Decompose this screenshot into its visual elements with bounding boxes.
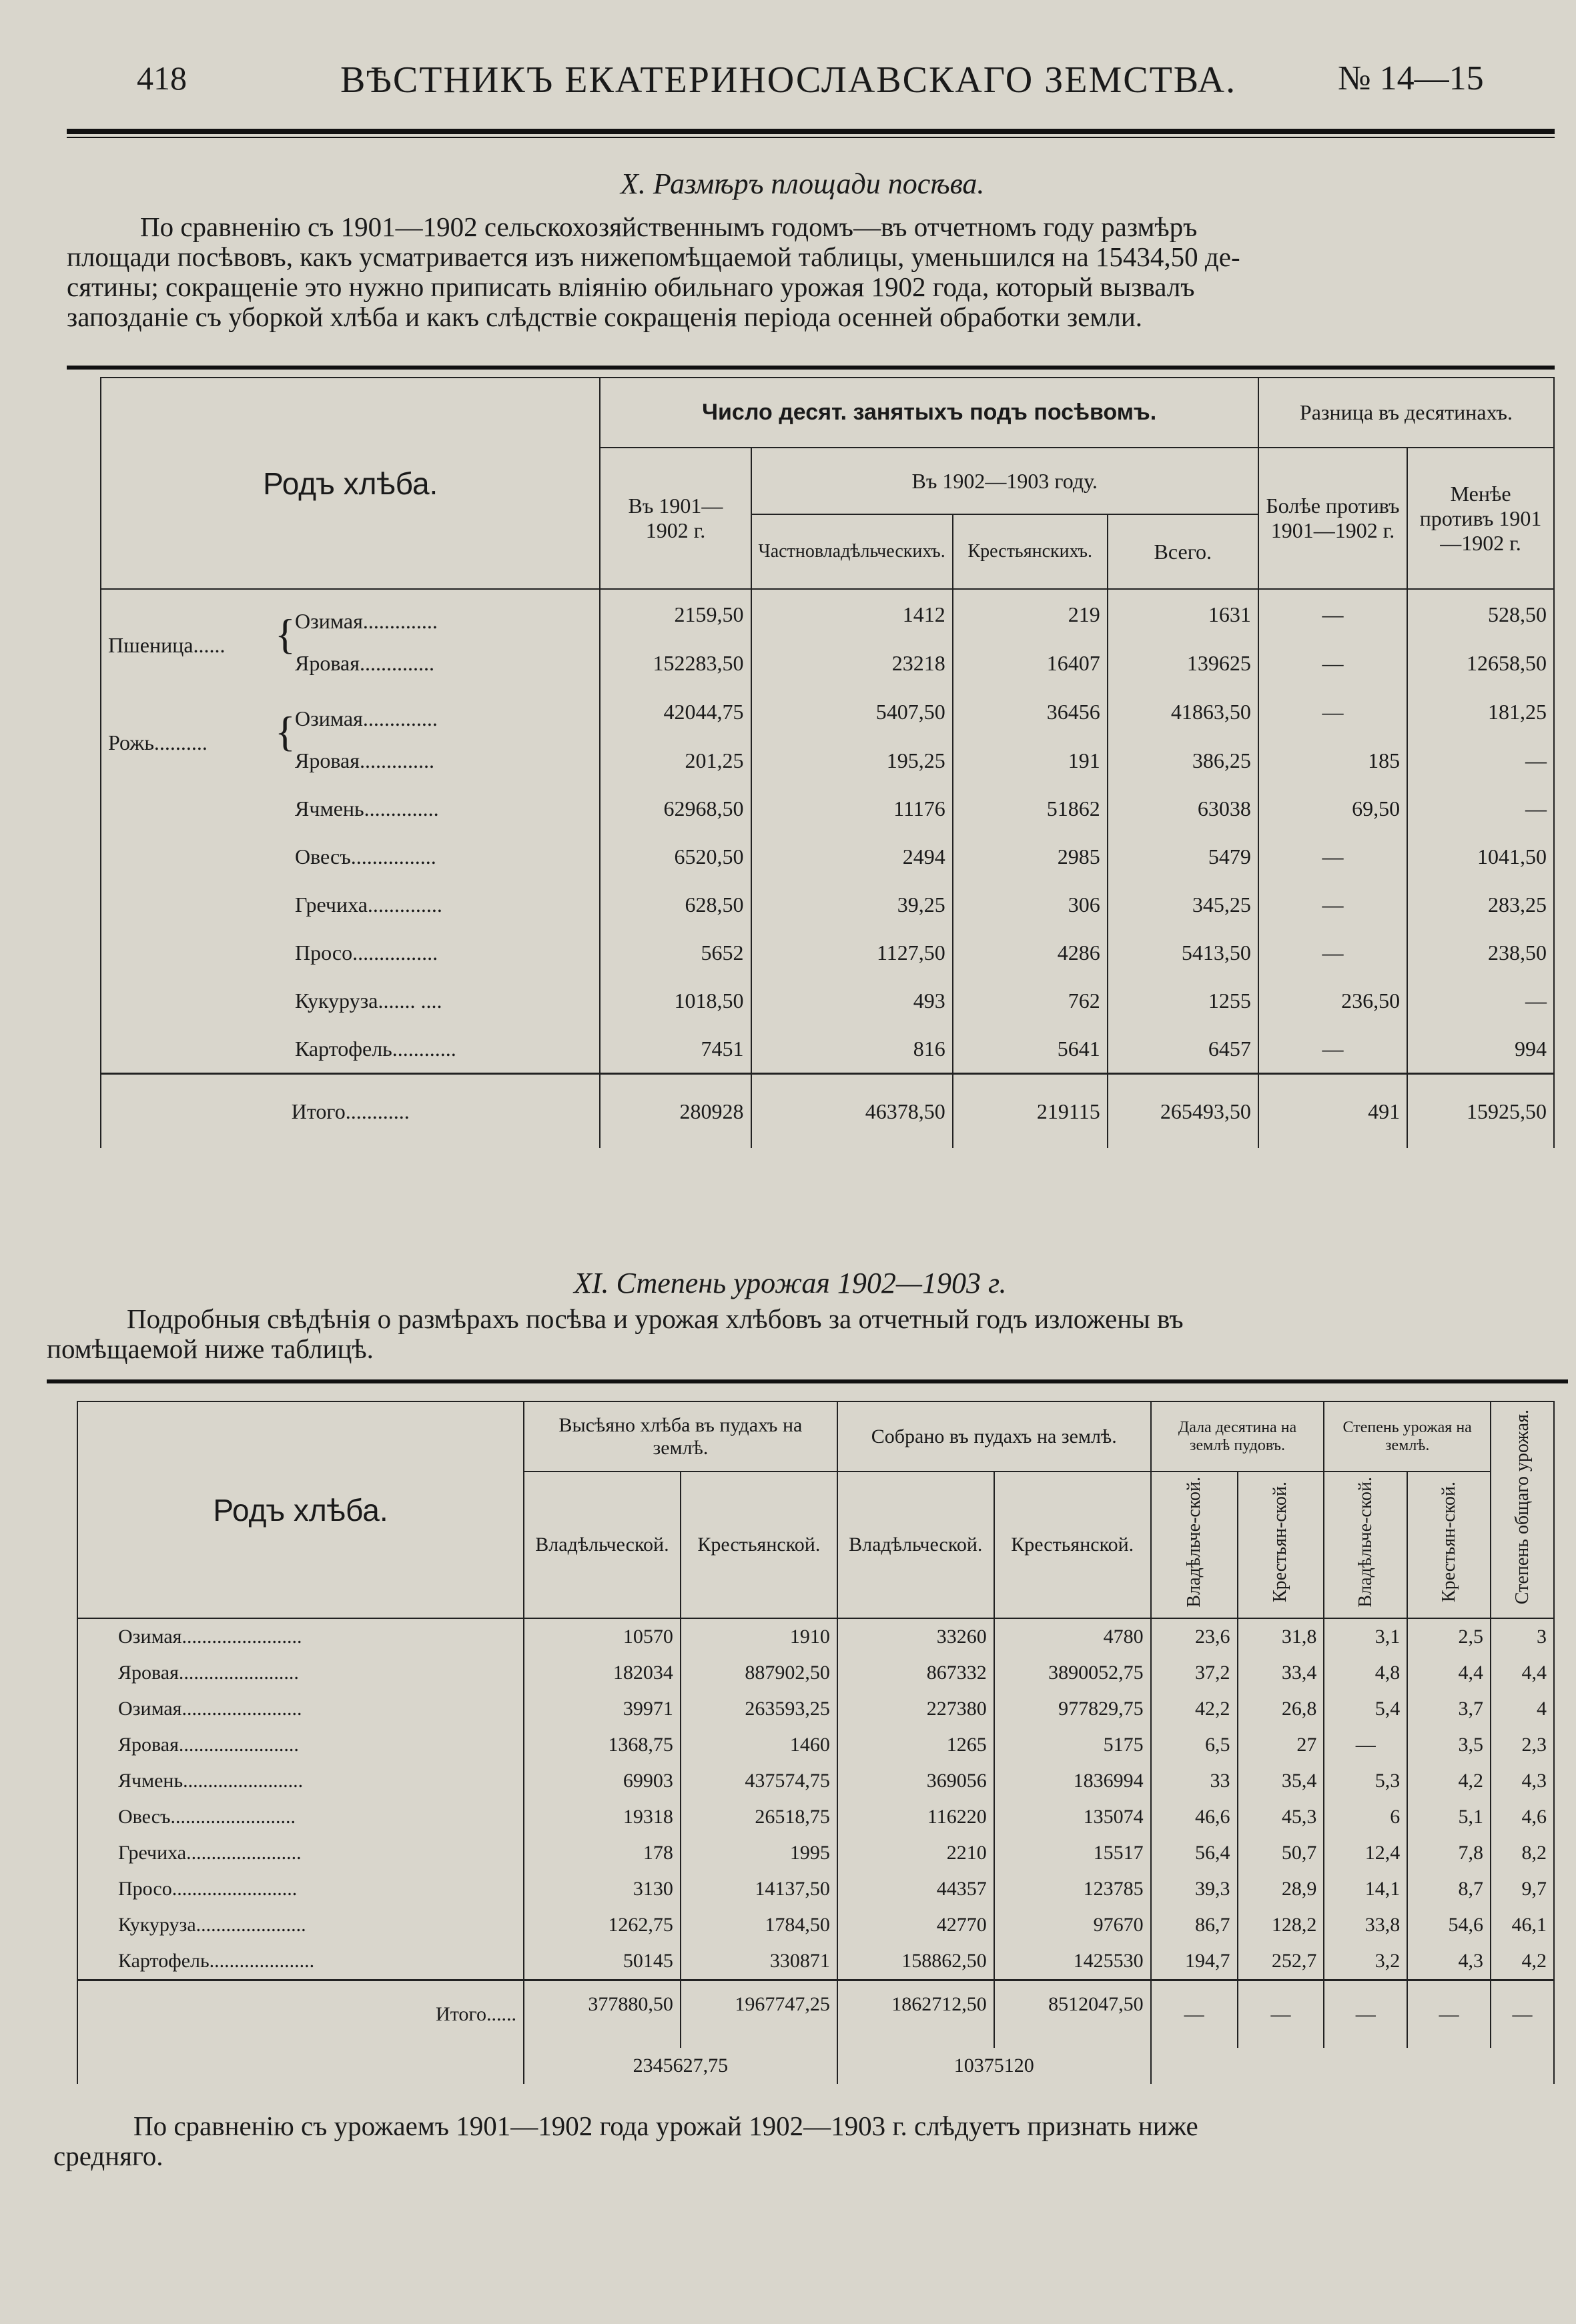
value-cell: 2494 [751, 832, 953, 881]
total-harvest-owner-cell [837, 1980, 994, 2049]
value-cell: 3890052,75 [994, 1655, 1151, 1691]
total-value-cell: 15925,50 [1407, 1074, 1554, 1149]
table-row [77, 1943, 1554, 1980]
value-cell: 19318 [524, 1799, 681, 1835]
value-cell: — [1407, 736, 1554, 784]
value-cell: 6,5 [1151, 1727, 1238, 1763]
crop-type-header: Родъ хлѣба. [77, 1401, 524, 1618]
page-number: 418 [137, 59, 187, 97]
value-cell: 4780 [994, 1618, 1151, 1655]
crop-name: Картофель..................... [118, 1950, 315, 1972]
value-cell: 139625 [1108, 639, 1258, 687]
value-cell: 5413,50 [1108, 929, 1258, 977]
value-cell: 135074 [994, 1799, 1151, 1835]
value-cell: 46,1 [1491, 1907, 1554, 1943]
table-2-top-rule [47, 1379, 1568, 1383]
sown-peasant-header: Крестьянской. [681, 1472, 837, 1618]
value-cell: 4,4 [1491, 1655, 1554, 1691]
yield-peasant-header [1238, 1472, 1324, 1618]
value-cell: 16407 [953, 639, 1108, 687]
value-cell: 116220 [837, 1799, 994, 1835]
value-cell: 33,8 [1324, 1907, 1407, 1943]
crop-name-cell [101, 929, 600, 977]
total-row [77, 1980, 1554, 2049]
value-cell: 9,7 [1491, 1871, 1554, 1907]
value-cell: 4,2 [1491, 1943, 1554, 1980]
total-sown-sum: 2345627,75 [524, 2048, 837, 2084]
crop-name-cell [101, 881, 600, 929]
crop-name-cell [101, 977, 600, 1025]
value-cell: 12658,50 [1407, 639, 1554, 687]
value-cell: 994 [1407, 1025, 1554, 1074]
value-cell: 6 [1324, 1799, 1407, 1835]
closing-paragraph [53, 2111, 1568, 2171]
value-cell: 1631 [1108, 589, 1258, 639]
value-cell: — [1258, 1025, 1407, 1074]
header-rule [67, 129, 1555, 134]
value-cell: 816 [751, 1025, 953, 1074]
value-cell: 887902,50 [681, 1655, 837, 1691]
sown-header: Высѣяно хлѣба въ пудахъ на землѣ. [524, 1401, 837, 1472]
value-cell: 306 [953, 881, 1108, 929]
crop-group-label: Пшеница...... [108, 633, 226, 657]
value-cell: 97670 [994, 1907, 1151, 1943]
value-cell: 194,7 [1151, 1943, 1238, 1980]
total-value: 377880,50 [588, 1993, 673, 2015]
value-cell: 51862 [953, 784, 1108, 832]
value-cell: 3 [1491, 1618, 1554, 1655]
harvest-table [77, 1401, 1555, 2084]
paragraph-line: сятины; сокращеніе это нужно приписать вліянію обильнаго урожая 1902 года, который вызвалъ [67, 271, 1195, 302]
value-cell: 39,25 [751, 881, 953, 929]
crop-name-cell [101, 687, 600, 755]
crop-name-cell [77, 1943, 524, 1980]
value-cell: 8,2 [1491, 1835, 1554, 1871]
crop-name: Овесъ......................... [118, 1806, 296, 1828]
table-row [77, 1727, 1554, 1763]
value-cell: 5479 [1108, 832, 1258, 881]
crop-name-cell [77, 1907, 524, 1943]
total-value-cell: — [1324, 1980, 1407, 2049]
table-row [101, 736, 1554, 784]
table-row [101, 977, 1554, 1025]
crop-name-cell [77, 1691, 524, 1727]
value-cell: 8,7 [1407, 1871, 1491, 1907]
total-sown-peasant-cell [681, 1980, 837, 2049]
value-cell: 345,25 [1108, 881, 1258, 929]
value-cell: 1127,50 [751, 929, 953, 977]
value-cell: 5175 [994, 1727, 1151, 1763]
degree-owner-header [1324, 1472, 1407, 1618]
value-cell: 5641 [953, 1025, 1108, 1074]
crop-name-cell [77, 1871, 524, 1907]
crop-name-cell [101, 832, 600, 881]
value-cell: 26,8 [1238, 1691, 1324, 1727]
value-cell: 6457 [1108, 1025, 1258, 1074]
value-cell: 27 [1238, 1727, 1324, 1763]
crop-name-cell [77, 1618, 524, 1655]
total-value-cell: 219115 [953, 1074, 1108, 1149]
harvest-peasant-header: Крестьянской. [994, 1472, 1151, 1618]
value-cell: 5407,50 [751, 687, 953, 736]
value-cell: — [1258, 881, 1407, 929]
value-cell: 191 [953, 736, 1108, 784]
header-rule-thin [67, 137, 1555, 138]
total-harvest-peasant-cell [994, 1980, 1151, 2049]
paragraph-line: площади посѣвовъ, какъ усматривается изъ нижепомѣщаемой таблицы, уменьшился на 15434,50 де- [67, 241, 1240, 272]
value-cell: 977829,75 [994, 1691, 1151, 1727]
value-cell: 63038 [1108, 784, 1258, 832]
total-value-cell: 46378,50 [751, 1074, 953, 1149]
total-value: 1967747,25 [735, 1993, 830, 2015]
crop-name: Просо................ [295, 940, 438, 965]
table-row [77, 1763, 1554, 1799]
value-cell: 3,1 [1324, 1618, 1407, 1655]
general-degree-header [1491, 1401, 1554, 1618]
total-value-cell: — [1151, 1980, 1238, 2049]
total-sown-owner-cell [524, 1980, 681, 2049]
value-cell: 369056 [837, 1763, 994, 1799]
value-cell: 1836994 [994, 1763, 1151, 1799]
total-value-cell: 491 [1258, 1074, 1407, 1149]
total-value-cell: 265493,50 [1108, 1074, 1258, 1149]
value-cell: — [1258, 687, 1407, 736]
total-value-cell: — [1491, 1980, 1554, 2049]
value-cell: — [1258, 832, 1407, 881]
table-row [77, 1835, 1554, 1871]
table-1-body [101, 589, 1554, 1148]
value-cell: 10570 [524, 1618, 681, 1655]
table-1-top-rule [67, 366, 1555, 370]
private-header: Частновладѣльческихъ. [751, 514, 953, 589]
value-cell: 227380 [837, 1691, 994, 1727]
value-cell: 5,1 [1407, 1799, 1491, 1835]
total-header: Всего. [1108, 514, 1258, 589]
total-harvest-sum: 10375120 [837, 2048, 1151, 2084]
value-cell: 4,3 [1491, 1763, 1554, 1799]
section-11-paragraph [47, 1304, 1568, 1364]
value-cell: 37,2 [1151, 1655, 1238, 1691]
value-cell: 3,2 [1324, 1943, 1407, 1980]
peasant-header: Крестьянскихъ. [953, 514, 1108, 589]
total-label: Итого............ [291, 1099, 410, 1123]
value-cell: 33,4 [1238, 1655, 1324, 1691]
value-cell: 1784,50 [681, 1907, 837, 1943]
value-cell: 39971 [524, 1691, 681, 1727]
value-cell: 33260 [837, 1618, 994, 1655]
value-cell: 45,3 [1238, 1799, 1324, 1835]
sum-spacer [77, 2048, 524, 2084]
value-cell: 238,50 [1407, 929, 1554, 977]
value-cell: 252,7 [1238, 1943, 1324, 1980]
value-cell: 330871 [681, 1943, 837, 1980]
value-cell: 86,7 [1151, 1907, 1238, 1943]
value-cell: 528,50 [1407, 589, 1554, 639]
value-cell: 7,8 [1407, 1835, 1491, 1871]
crop-name: Ячмень........................ [118, 1770, 304, 1792]
table-row [101, 1025, 1554, 1074]
value-cell: 123785 [994, 1871, 1151, 1907]
total-label-cell [101, 1074, 600, 1149]
value-cell: — [1258, 589, 1407, 639]
crop-type-header: Родъ хлѣба. [101, 378, 600, 589]
crop-name-cell [77, 1727, 524, 1763]
value-cell: 23,6 [1151, 1618, 1238, 1655]
value-cell: 11176 [751, 784, 953, 832]
area-header: Число десят. занятыхъ подъ посѣвомъ. [600, 378, 1258, 448]
value-cell: 178 [524, 1835, 681, 1871]
crop-name: Озимая........................ [118, 1698, 302, 1720]
value-cell: 201,25 [600, 736, 751, 784]
table-row [77, 1799, 1554, 1835]
value-cell: 4,8 [1324, 1655, 1407, 1691]
value-cell: 42770 [837, 1907, 994, 1943]
value-cell: 3,5 [1407, 1727, 1491, 1763]
value-cell: — [1407, 784, 1554, 832]
value-cell: 1412 [751, 589, 953, 639]
value-cell: 62968,50 [600, 784, 751, 832]
table-row [101, 784, 1554, 832]
value-cell: — [1258, 639, 1407, 687]
value-cell: 219 [953, 589, 1108, 639]
running-header [67, 53, 1521, 113]
value-cell: 44357 [837, 1871, 994, 1907]
value-cell: 195,25 [751, 736, 953, 784]
value-cell: 2985 [953, 832, 1108, 881]
value-cell: 5652 [600, 929, 751, 977]
crop-name: Картофель............ [295, 1036, 456, 1061]
value-cell: 181,25 [1407, 687, 1554, 736]
value-cell: 158862,50 [837, 1943, 994, 1980]
total-value: 1862712,50 [891, 1993, 987, 2015]
value-cell: 185 [1258, 736, 1407, 784]
value-cell: 42,2 [1151, 1691, 1238, 1727]
section-11-title: XI. Степень урожая 1902—1903 г. [574, 1267, 1007, 1299]
table-row [101, 589, 1554, 639]
value-cell: 50145 [524, 1943, 681, 1980]
table-row [101, 832, 1554, 881]
crop-name: Просо......................... [118, 1878, 298, 1900]
yield-owner-header [1151, 1472, 1238, 1618]
brace-icon: { [275, 708, 296, 755]
value-cell: 1262,75 [524, 1907, 681, 1943]
value-cell: 628,50 [600, 881, 751, 929]
value-cell: 4,4 [1407, 1655, 1491, 1691]
table-row [77, 1655, 1554, 1691]
general-degree-label: Степень общаго урожая. [1511, 1409, 1533, 1605]
crop-name: Яровая.............. [295, 748, 434, 772]
crop-name: Яровая........................ [118, 1662, 299, 1684]
paragraph-line: средняго. [53, 2141, 163, 2171]
sum-row [77, 2048, 1554, 2084]
value-cell: 15517 [994, 1835, 1151, 1871]
value-cell: 50,7 [1238, 1835, 1324, 1871]
value-cell: 236,50 [1258, 977, 1407, 1025]
total-value-cell: — [1407, 1980, 1491, 2049]
total-row [101, 1074, 1554, 1149]
value-cell: 35,4 [1238, 1763, 1324, 1799]
degree-owner-label: Владѣльче-ской. [1354, 1477, 1376, 1608]
more-than-header: Болѣе противъ 1901—1902 г. [1258, 448, 1407, 589]
year-1902-header: Въ 1902—1903 году. [751, 448, 1258, 514]
harvest-header: Собрано въ пудахъ на землѣ. [837, 1401, 1151, 1472]
value-cell: 46,6 [1151, 1799, 1238, 1835]
degree-header: Степень урожая на землѣ. [1324, 1401, 1491, 1472]
value-cell: 493 [751, 977, 953, 1025]
value-cell: 4286 [953, 929, 1108, 977]
harvest-owner-header: Владѣльческой. [837, 1472, 994, 1618]
total-value-cell: 280928 [600, 1074, 751, 1149]
value-cell: 36456 [953, 687, 1108, 736]
value-cell: 2210 [837, 1835, 994, 1871]
value-cell: 4 [1491, 1691, 1554, 1727]
value-cell: 33 [1151, 1763, 1238, 1799]
value-cell: 4,3 [1407, 1943, 1491, 1980]
value-cell: 283,25 [1407, 881, 1554, 929]
section-10-paragraph [67, 212, 1561, 332]
value-cell: 3,7 [1407, 1691, 1491, 1727]
crop-name: Гречиха.............. [295, 892, 442, 917]
value-cell: 23218 [751, 639, 953, 687]
value-cell: 12,4 [1324, 1835, 1407, 1871]
sown-owner-header: Владѣльческой. [524, 1472, 681, 1618]
value-cell: 2,3 [1491, 1727, 1554, 1763]
paragraph-line: По сравненію съ урожаемъ 1901—1902 года урожай 1902—1903 г. слѣдуетъ признать ниже [133, 2111, 1198, 2141]
total-value: 8512047,50 [1048, 1993, 1144, 2015]
value-cell: — [1258, 929, 1407, 977]
total-label-cell [77, 1980, 524, 2049]
crop-name: Кукуруза....... .... [295, 988, 442, 1013]
table-row [77, 1871, 1554, 1907]
value-cell: 152283,50 [600, 639, 751, 687]
degree-peasant-label: Крестьян-ской. [1438, 1482, 1459, 1603]
value-cell: 54,6 [1407, 1907, 1491, 1943]
value-cell: 867332 [837, 1655, 994, 1691]
value-cell: 437574,75 [681, 1763, 837, 1799]
difference-header: Разница въ десятинахъ. [1258, 378, 1554, 448]
value-cell: 4,6 [1491, 1799, 1554, 1835]
value-cell: 41863,50 [1108, 687, 1258, 736]
crop-group-label: Рожь.......... [108, 730, 208, 754]
sum-spacer [1151, 2048, 1554, 2084]
crop-name: Кукуруза...................... [118, 1914, 306, 1936]
value-cell: 5,3 [1324, 1763, 1407, 1799]
issue-number: № 14—15 [1338, 59, 1484, 97]
yield-peasant-label: Крестьян-ской. [1270, 1482, 1291, 1603]
crop-name-cell [101, 784, 600, 832]
yield-owner-label: Владѣльче-ской. [1183, 1477, 1204, 1608]
total-label: Итого...... [436, 2003, 516, 2025]
value-cell: 2,5 [1407, 1618, 1491, 1655]
crop-name-cell [101, 589, 600, 658]
crop-name: Яровая.............. [295, 650, 434, 675]
value-cell: 1041,50 [1407, 832, 1554, 881]
value-cell: 1995 [681, 1835, 837, 1871]
value-cell: 31,8 [1238, 1618, 1324, 1655]
table-2-body [77, 1618, 1554, 2084]
paragraph-line: помѣщаемой ниже таблицѣ. [47, 1333, 374, 1364]
value-cell: 182034 [524, 1655, 681, 1691]
paragraph-line: Подробныя свѣдѣнія о размѣрахъ посѣва и урожая хлѣбовъ за отчетный годъ изложены въ [127, 1303, 1184, 1334]
value-cell: 28,9 [1238, 1871, 1324, 1907]
value-cell: 386,25 [1108, 736, 1258, 784]
crop-name-cell [77, 1799, 524, 1835]
value-cell: 3130 [524, 1871, 681, 1907]
paragraph-line: запозданіе съ уборкой хлѣба и какъ слѣдствіе сокращенія періода осенней обработки земли. [67, 302, 1143, 332]
value-cell: 69903 [524, 1763, 681, 1799]
value-cell: 14137,50 [681, 1871, 837, 1907]
crop-name: Ячмень.............. [295, 796, 439, 820]
value-cell: 1425530 [994, 1943, 1151, 1980]
table-row [77, 1691, 1554, 1727]
value-cell: 42044,75 [600, 687, 751, 736]
less-than-header: Менѣе противъ 1901—1902 г. [1407, 448, 1554, 589]
value-cell: 7451 [600, 1025, 751, 1074]
crop-name: Озимая.............. [295, 706, 438, 730]
crop-name-cell [77, 1655, 524, 1691]
crop-name-cell [101, 1025, 600, 1074]
crop-name: Озимая........................ [118, 1626, 302, 1648]
section-10-title: X. Размѣръ площади посѣва. [621, 167, 985, 200]
value-cell: 1255 [1108, 977, 1258, 1025]
value-cell: 4,2 [1407, 1763, 1491, 1799]
paragraph-line: По сравненію съ 1901—1902 сельскохозяйственнымъ годомъ—въ отчетномъ году размѣръ [140, 211, 1198, 242]
value-cell: 1265 [837, 1727, 994, 1763]
value-cell: 39,3 [1151, 1871, 1238, 1907]
crop-name-cell [77, 1835, 524, 1871]
table-row [77, 1907, 1554, 1943]
table-row [101, 639, 1554, 687]
value-cell: — [1324, 1727, 1407, 1763]
table-row [77, 1618, 1554, 1655]
value-cell: 128,2 [1238, 1907, 1324, 1943]
value-cell: 1368,75 [524, 1727, 681, 1763]
value-cell: 56,4 [1151, 1835, 1238, 1871]
crop-name: Гречиха....................... [118, 1842, 302, 1864]
table-row [101, 687, 1554, 736]
journal-title: ВѢСТНИКЪ ЕКАТЕРИНОСЛАВСКАГО ЗЕМСТВА. [340, 59, 1237, 101]
degree-peasant-header [1407, 1472, 1491, 1618]
sown-area-table [100, 377, 1555, 1148]
value-cell: 2159,50 [600, 589, 751, 639]
value-cell: — [1407, 977, 1554, 1025]
value-cell: 14,1 [1324, 1871, 1407, 1907]
value-cell: 6520,50 [600, 832, 751, 881]
value-cell: 1460 [681, 1727, 837, 1763]
yield-header: Дала десятина на землѣ пудовъ. [1151, 1401, 1324, 1472]
value-cell: 263593,25 [681, 1691, 837, 1727]
value-cell: 69,50 [1258, 784, 1407, 832]
value-cell: 26518,75 [681, 1799, 837, 1835]
value-cell: 1910 [681, 1618, 837, 1655]
year-1901-header: Въ 1901—1902 г. [600, 448, 751, 589]
value-cell: 1018,50 [600, 977, 751, 1025]
crop-name: Озимая.............. [295, 609, 438, 633]
value-cell: 762 [953, 977, 1108, 1025]
crop-name-cell [77, 1763, 524, 1799]
crop-name: Овесъ................ [295, 844, 436, 868]
crop-name: Яровая........................ [118, 1734, 299, 1756]
total-value-cell: — [1238, 1980, 1324, 2049]
value-cell: 5,4 [1324, 1691, 1407, 1727]
table-row [101, 929, 1554, 977]
brace-icon: { [275, 610, 296, 658]
table-row [101, 881, 1554, 929]
